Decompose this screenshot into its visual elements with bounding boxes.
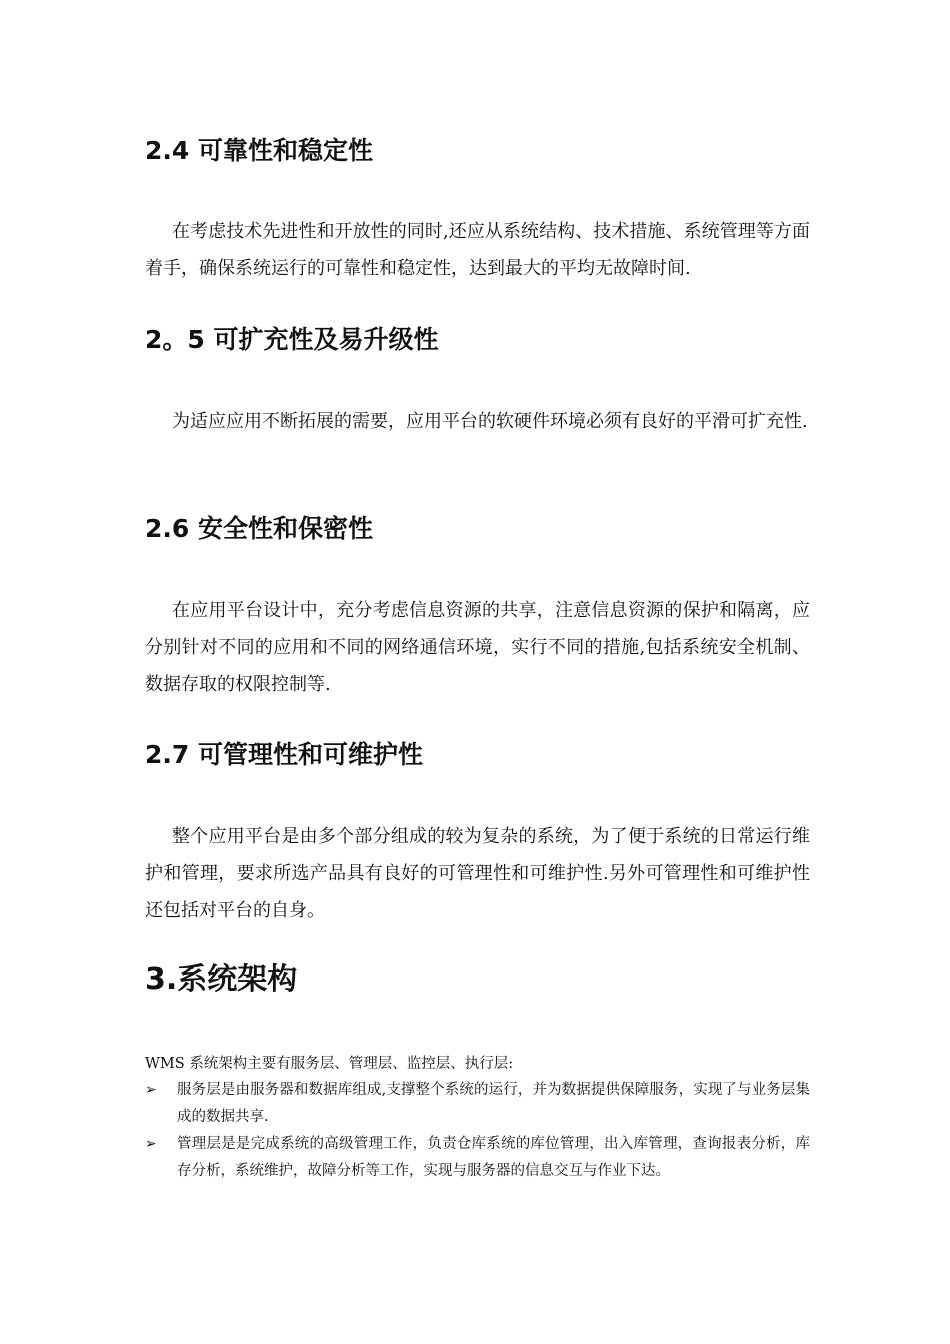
section-heading-2-7: 2.7 可管理性和可维护性 (145, 740, 423, 769)
chapter-intro: WMS 系统架构主要有服务层、管理层、监控层、执行层: (145, 1056, 514, 1072)
section-heading-2-4: 2.4 可靠性和稳定性 (145, 136, 373, 165)
arrow-bullet-icon: ➢ (145, 1082, 157, 1098)
list-item-text: 管理层是是完成系统的高级管理工作，负责仓库系统的库位管理，出入库管理，查询报表分析，库存分析，系统维护，故障分析等工作，实现与服务器的信息交互与作业下达。 (177, 1136, 810, 1179)
list-item (145, 1077, 810, 1131)
section-heading-2-6: 2.6 安全性和保密性 (145, 514, 373, 543)
chapter-heading: 3.系统架构 (145, 962, 298, 997)
list-item (145, 1131, 810, 1185)
arrow-bullet-icon: ➢ (145, 1136, 157, 1152)
section-paragraph-2-6: 在应用平台设计中，充分考虑信息资源的共享，注意信息资源的保护和隔离，应分别针对不同的应用和不同的网络通信环境，实行不同的措施,包括系统安全机制、数据存取的权限控制等. (145, 600, 810, 695)
section-paragraph-2-7: 整个应用平台是由多个部分组成的较为复杂的系统，为了便于系统的日常运行维护和管理，要求所选产品具有良好的可管理性和可维护性.另外可管理性和可维护性还包括对平台的自身。 (145, 826, 810, 921)
section-paragraph-2-4: 在考虑技术先进性和开放性的同时,还应从系统结构、技术措施、系统管理等方面着手，确保系统运行的可靠性和稳定性，达到最大的平均无故障时间. (145, 221, 810, 279)
list-item-text: 服务层是由服务器和数据库组成,支撑整个系统的运行，并为数据提供保障服务，实现了与业务层集成的数据共享. (177, 1082, 810, 1125)
section-heading-2-5: 2。5 可扩充性及易升级性 (145, 325, 439, 354)
bullet-list (145, 1077, 810, 1185)
section-paragraph-2-5: 为适应应用不断拓展的需要，应用平台的软硬件环境必须有良好的平滑可扩充性. (172, 411, 808, 432)
